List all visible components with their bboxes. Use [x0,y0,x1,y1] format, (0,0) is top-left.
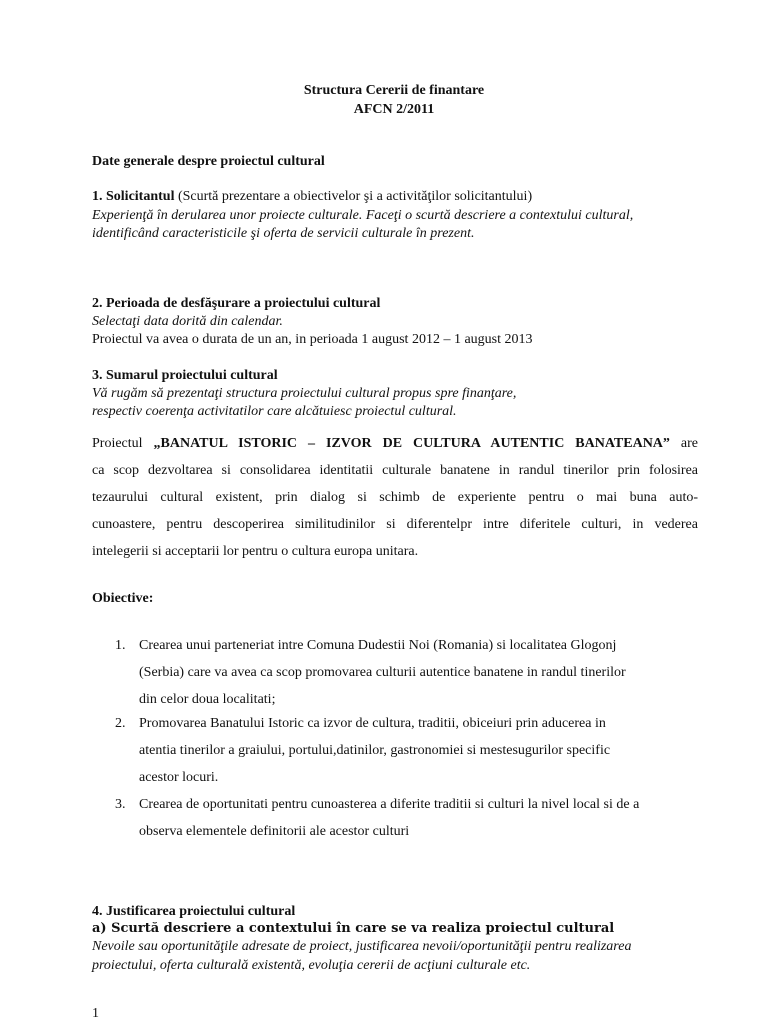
objective-2-line-3: acestor locuri. [139,770,219,785]
objective-1-line-1: Crearea unui parteneriat intre Comuna Dudestii Noi (Romania) si localitatea Glogonj [139,638,617,653]
section-2-text: Proiectul va avea o durata de un an, in perioada 1 august 2012 – 1 august 2013 [92,332,533,347]
objective-2-line-2: atentia tinerilor a graiului, portului,datinilor, gastronomiei si mestesugurilor specific [139,743,611,758]
project-paragraph [92,434,698,561]
section-3-heading: 3. Sumarul proiectului cultural [92,368,278,383]
project-name: „BANATUL ISTORIC – IZVOR DE CULTURA AUTENTIC BANATEANA” [153,436,670,451]
objective-2-number: 2. [115,716,126,731]
section-1-italic-2: identificând caracteristicile şi oferta de servicii culturale în prezent. [92,226,475,241]
section-1-label: 1. Solicitantul [92,189,175,204]
paragraph-line-3: tezaurului cultural existent, prin dialog si schimb de experiente pentru o mai buna auto- [92,490,698,505]
objectives-heading: Obiective: [92,591,154,606]
section-1-heading [92,187,532,206]
paragraph-line-2: ca scop dezvoltarea si consolidarea identitatii culturale banatene in randul tinerilor prin folosirea [92,463,698,478]
objective-1-line-2: (Serbia) care va avea ca scop promovarea culturii autentice banatene in randul tinerilor [139,665,626,680]
objective-2-line-1: Promovarea Banatului Istoric ca izvor de cultura, traditii, obiceiuri prin aducerea in [139,716,606,731]
page-number: 1 [92,1006,99,1021]
paragraph-line-1 [92,434,698,461]
objective-3-line-1: Crearea de oportunitati pentru cunoasterea a diferite traditii si culturi la nivel local si de a [139,797,640,812]
section-2-italic: Selectaţi data dorită din calendar. [92,314,283,329]
objective-3-number: 3. [115,797,126,812]
section-4-italic-2: proiectului, oferta culturală existentă, evoluţia cererii de acţiuni culturale etc. [92,958,531,973]
section-2-heading: 2. Perioada de desfăşurare a proiectului cultural [92,296,381,311]
objective-1-line-3: din celor doua localitati; [139,692,276,707]
objective-3-line-2: observa elementele definitorii ale acestor culturi [139,824,410,839]
section-4-subheading: a) Scurtă descriere a contextului în care se va realiza proiectul cultural [92,921,615,936]
paragraph-line-4: cunoastere, pentru descoperirea similitudinilor si diferentelpr intre diferitele culturi, in vederea [92,517,698,532]
paragraph-prefix: Proiectul [92,436,154,451]
section-3-italic-1: Vă rugăm să prezentaţi structura proiectului cultural propus spre finanţare, [92,386,517,401]
section-3-italic-2: respectiv coerenţa activitatilor care alcătuiesc proiectul cultural. [92,404,457,419]
section-4-heading: 4. Justificarea proiectului cultural [92,904,296,919]
document-subtitle: AFCN 2/2011 [353,102,435,117]
objective-1-number: 1. [115,638,126,653]
section-1-paren: (Scurtă prezentare a obiectivelor şi a activităţilor solicitantului) [174,189,533,204]
section-1-italic-1: Experienţă în derularea unor proiecte culturale. Faceţi o scurtă descriere a contextului cultural, [92,208,634,223]
general-heading: Date generale despre proiectul cultural [92,154,325,169]
paragraph-line-5: intelegerii si acceptarii lor pentru o cultura europa unitara. [92,544,419,559]
document-title: Structura Cererii de finantare [303,83,485,98]
paragraph-suffix: are [669,436,698,451]
section-4-italic-1: Nevoile sau oportunităţile adresate de proiect, justificarea nevoii/oportunităţii pentru realizarea [92,939,632,954]
